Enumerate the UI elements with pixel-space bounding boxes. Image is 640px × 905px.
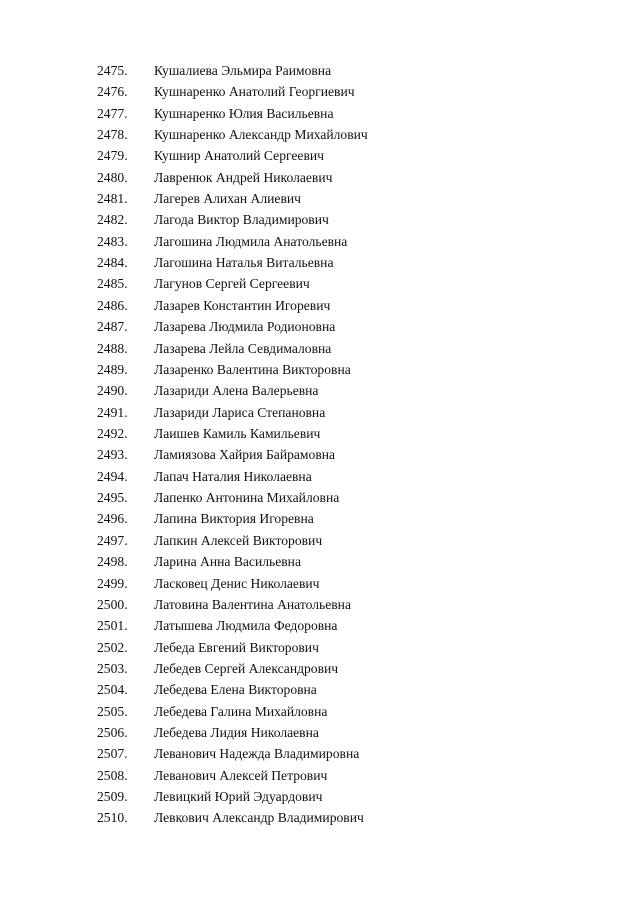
entry-name: Лапенко Антонина Михайловна: [154, 490, 340, 506]
entry-number: 2485.: [97, 276, 128, 292]
entry-name: Лебедева Елена Викторовна: [154, 682, 317, 698]
entry-name: Леванович Алексей Петрович: [154, 767, 328, 783]
entry-name: Левкович Александр Владимирович: [154, 810, 364, 826]
list-item: [97, 551, 617, 572]
entry-number: 2490.: [97, 383, 128, 399]
list-item: [97, 274, 617, 295]
entry-name: Лазариди Алена Валерьевна: [154, 383, 319, 399]
list-item: [97, 252, 617, 273]
list-item: [97, 466, 617, 487]
list-item: [97, 722, 617, 743]
entry-number: 2510.: [97, 810, 128, 826]
entry-number: 2482.: [97, 212, 128, 228]
entry-number: 2480.: [97, 169, 128, 185]
entry-number: 2506.: [97, 725, 128, 741]
list-item: [97, 615, 617, 636]
list-item: [97, 359, 617, 380]
entry-name: Леванович Надежда Владимировна: [154, 746, 360, 762]
list-item: [97, 188, 617, 209]
list-item: [97, 594, 617, 615]
entry-number: 2500.: [97, 596, 128, 612]
entry-number: 2508.: [97, 767, 128, 783]
list-item: [97, 167, 617, 188]
entry-number: 2491.: [97, 404, 128, 420]
entry-number: 2475.: [97, 62, 128, 78]
name-list: [97, 60, 617, 829]
entry-name: Лапкин Алексей Викторович: [154, 532, 323, 548]
entry-number: 2502.: [97, 639, 128, 655]
entry-name: Лавренюк Андрей Николаевич: [154, 169, 333, 185]
entry-number: 2493.: [97, 447, 128, 463]
entry-number: 2497.: [97, 532, 128, 548]
list-item: [97, 765, 617, 786]
entry-name: Лебеда Евгений Викторович: [154, 639, 319, 655]
list-item: [97, 124, 617, 145]
list-item: [97, 786, 617, 807]
list-item: [97, 81, 617, 102]
entry-name: Кушнаренко Анатолий Георгиевич: [154, 84, 355, 100]
entry-number: 2476.: [97, 84, 128, 100]
list-item: [97, 423, 617, 444]
list-item: [97, 530, 617, 551]
entry-name: Лебедева Галина Михайловна: [154, 703, 328, 719]
list-item: [97, 103, 617, 124]
entry-name: Кушнир Анатолий Сергеевич: [154, 148, 324, 164]
list-item: [97, 744, 617, 765]
entry-name: Лаишев Камиль Камильевич: [154, 425, 321, 441]
entry-number: 2503.: [97, 660, 128, 676]
entry-number: 2498.: [97, 554, 128, 570]
entry-name: Лапач Наталия Николаевна: [154, 468, 312, 484]
entry-number: 2509.: [97, 789, 128, 805]
entry-name: Лагунов Сергей Сергеевич: [154, 276, 310, 292]
entry-name: Лазарева Лейла Севдималовна: [154, 340, 332, 356]
entry-name: Кушнаренко Александр Михайлович: [154, 126, 368, 142]
entry-name: Латышева Людмила Федоровна: [154, 618, 338, 634]
list-item: [97, 487, 617, 508]
entry-name: Кушалиева Эльмира Раимовна: [154, 62, 332, 78]
list-item: [97, 808, 617, 829]
entry-name: Лагерев Алихан Алиевич: [154, 191, 301, 207]
entry-number: 2478.: [97, 126, 128, 142]
entry-name: Лазариди Лариса Степановна: [154, 404, 326, 420]
entry-number: 2486.: [97, 297, 128, 313]
entry-name: Лагошина Наталья Витальевна: [154, 255, 334, 271]
list-item: [97, 444, 617, 465]
entry-number: 2495.: [97, 490, 128, 506]
list-item: [97, 658, 617, 679]
entry-name: Кушнаренко Юлия Васильевна: [154, 105, 334, 121]
entry-name: Лебедева Лидия Николаевна: [154, 725, 319, 741]
list-item: [97, 402, 617, 423]
entry-number: 2484.: [97, 255, 128, 271]
entry-name: Ларина Анна Васильевна: [154, 554, 301, 570]
entry-name: Латовина Валентина Анатольевна: [154, 596, 351, 612]
entry-number: 2477.: [97, 105, 128, 121]
entry-number: 2489.: [97, 361, 128, 377]
list-item: [97, 316, 617, 337]
entry-number: 2505.: [97, 703, 128, 719]
entry-name: Лазарев Константин Игоревич: [154, 297, 331, 313]
entry-number: 2481.: [97, 191, 128, 207]
list-item: [97, 679, 617, 700]
list-item: [97, 295, 617, 316]
entry-number: 2494.: [97, 468, 128, 484]
list-item: [97, 338, 617, 359]
entry-number: 2507.: [97, 746, 128, 762]
entry-name: Лазарева Людмила Родионовна: [154, 319, 336, 335]
entry-name: Лазаренко Валентина Викторовна: [154, 361, 351, 377]
entry-name: Левицкий Юрий Эдуардович: [154, 789, 323, 805]
entry-name: Лагода Виктор Владимирович: [154, 212, 329, 228]
list-item: [97, 637, 617, 658]
entry-number: 2487.: [97, 319, 128, 335]
list-item: [97, 573, 617, 594]
entry-number: 2492.: [97, 425, 128, 441]
entry-number: 2496.: [97, 511, 128, 527]
entry-name: Лагошина Людмила Анатольевна: [154, 233, 348, 249]
entry-number: 2479.: [97, 148, 128, 164]
list-item: [97, 60, 617, 81]
list-item: [97, 701, 617, 722]
list-item: [97, 145, 617, 166]
list-item: [97, 210, 617, 231]
entry-number: 2483.: [97, 233, 128, 249]
entry-name: Лебедев Сергей Александрович: [154, 660, 339, 676]
entry-number: 2504.: [97, 682, 128, 698]
entry-number: 2488.: [97, 340, 128, 356]
list-item: [97, 509, 617, 530]
entry-number: 2501.: [97, 618, 128, 634]
entry-name: Лапина Виктория Игоревна: [154, 511, 314, 527]
list-item: [97, 231, 617, 252]
entry-name: Ламиязова Хайрия Байрамовна: [154, 447, 336, 463]
entry-name: Ласковец Денис Николаевич: [154, 575, 320, 591]
entry-number: 2499.: [97, 575, 128, 591]
list-item: [97, 380, 617, 401]
